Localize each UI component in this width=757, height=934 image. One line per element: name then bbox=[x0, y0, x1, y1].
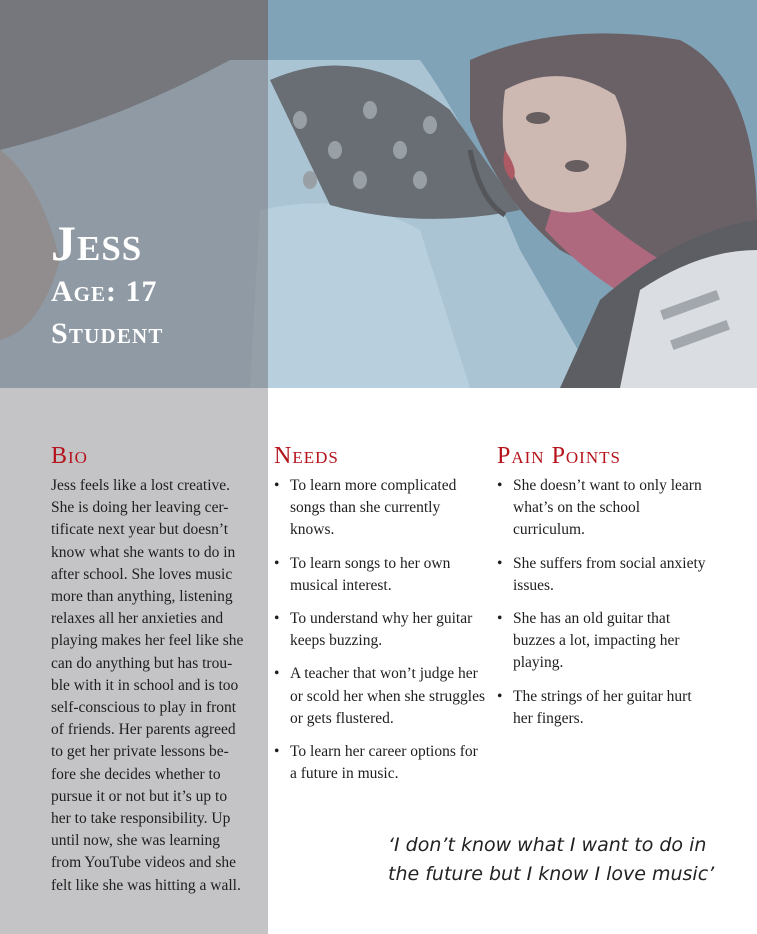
bio-line: after school. She loves music bbox=[51, 565, 233, 583]
needs-item: • To learn her career options for a future in music. bbox=[274, 741, 486, 785]
persona-age: Age: 17 bbox=[51, 275, 158, 308]
bio-line: fore she decides whether to bbox=[51, 765, 221, 783]
persona-role: Student bbox=[51, 317, 164, 350]
bio-line: of friends. Her parents agreed bbox=[51, 721, 236, 739]
bio-line: her to take responsibility. Up bbox=[51, 810, 231, 828]
bio-heading: Bio bbox=[51, 443, 88, 469]
bio-line: can do anything but has trou- bbox=[51, 654, 233, 672]
bio-line: felt like she was hitting a wall. bbox=[51, 876, 241, 894]
bio-line: self-conscious to play in front bbox=[51, 699, 237, 717]
needs-heading: Needs bbox=[274, 443, 339, 469]
pain-point-item: • She has an old guitar that buzzes a lot, impacting her playing. bbox=[497, 608, 712, 675]
persona-name: Jess bbox=[51, 215, 143, 271]
pain-points-list bbox=[497, 475, 712, 741]
pain-point-item: • She suffers from social anxiety issues. bbox=[497, 553, 712, 597]
bio-line: to get her private lessons be- bbox=[51, 743, 229, 761]
bio-line: ble with it in school and is too bbox=[51, 676, 239, 694]
needs-list bbox=[274, 475, 486, 796]
pain-point-item: • The strings of her guitar hurt her fingers. bbox=[497, 686, 712, 730]
bio-line: She is doing her leaving cer- bbox=[51, 499, 229, 517]
bio-line: relaxes all her anxieties and bbox=[51, 610, 224, 628]
bio-line: know what she wants to do in bbox=[51, 543, 236, 561]
bio-line: Jess feels like a lost creative. bbox=[51, 477, 231, 494]
needs-item: • To learn songs to her own musical interest. bbox=[274, 553, 486, 597]
pain-point-item: • She doesn’t want to only learn what’s on the school curriculum. bbox=[497, 475, 712, 542]
needs-item: • A teacher that won’t judge her or scold her when she struggles or gets flustered. bbox=[274, 663, 486, 730]
bio-line: from YouTube videos and she bbox=[51, 854, 237, 872]
needs-item: • To understand why her guitar keeps buzzing. bbox=[274, 608, 486, 652]
bio-line: more than anything, listening bbox=[51, 588, 233, 606]
bio-line: until now, she was learning bbox=[51, 832, 221, 850]
bio-line: tificate next year but doesn’t bbox=[51, 521, 229, 539]
quote-line: ‘I don’t know what I want to do in bbox=[388, 834, 707, 856]
bio-text bbox=[51, 475, 260, 897]
persona-quote bbox=[388, 831, 738, 888]
bio-line: playing makes her feel like she bbox=[51, 632, 244, 650]
bio-line: pursue it or not but it’s up to bbox=[51, 787, 228, 805]
persona-title-block bbox=[51, 214, 164, 356]
hero-photo bbox=[0, 0, 757, 388]
quote-line: the future but I know I love music’ bbox=[388, 862, 715, 885]
needs-item: • To learn more complicated songs than she currently knows. bbox=[274, 475, 486, 542]
pain-points-heading: Pain Points bbox=[497, 443, 621, 469]
